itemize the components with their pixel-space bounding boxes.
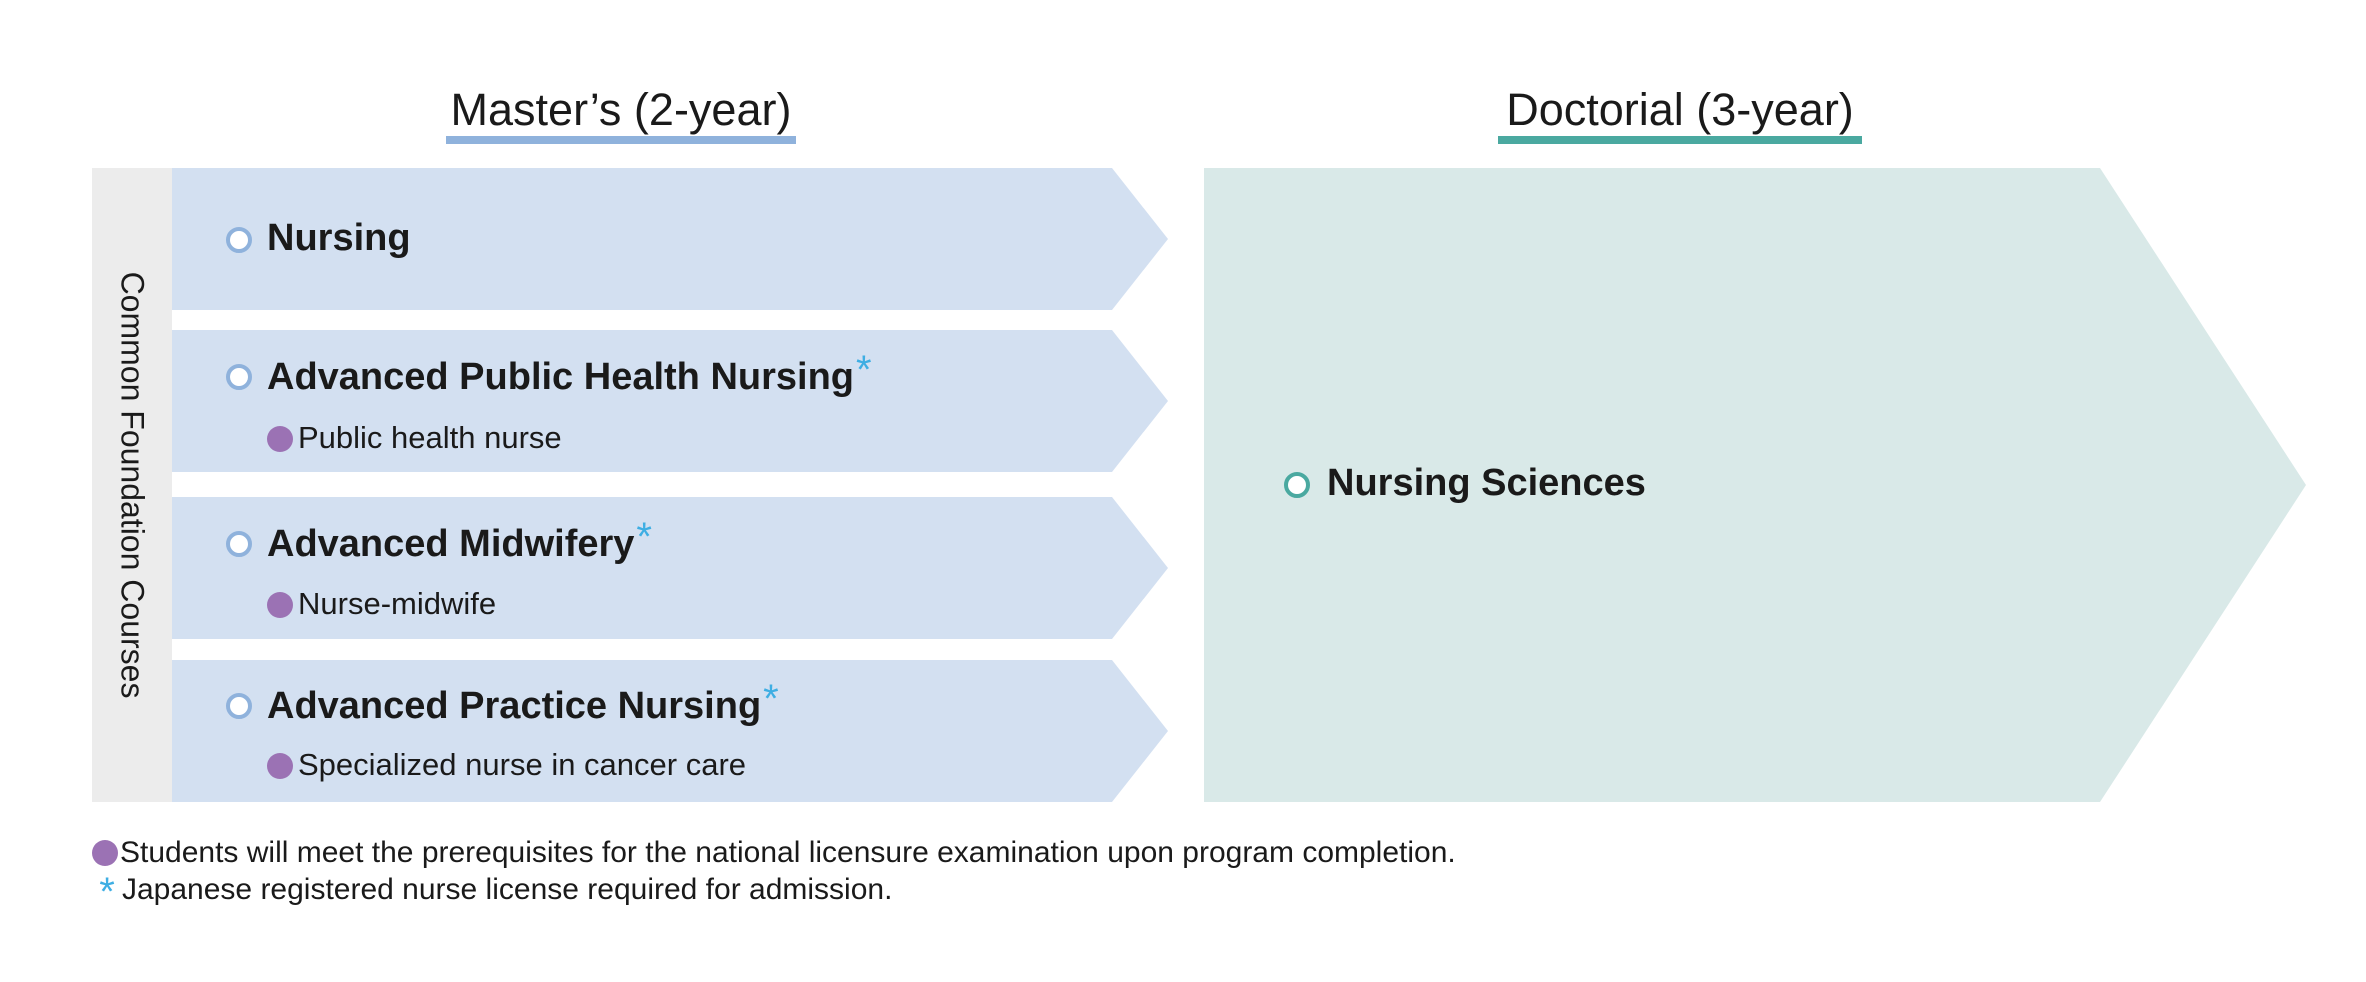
program-title-nursing <box>267 215 411 261</box>
note-admission-text: Japanese registered nurse license required for admission. <box>122 873 893 906</box>
program-marker-icon <box>226 531 252 557</box>
program-title-midwifery <box>267 515 652 567</box>
program-marker-icon <box>226 227 252 253</box>
program-title-text: Advanced Public Health Nursing <box>267 356 854 398</box>
common-foundation-band <box>92 168 172 802</box>
program-title-doctoral: Nursing Sciences <box>1327 462 1646 504</box>
masters-header <box>446 80 796 144</box>
note-admission <box>92 870 893 914</box>
admission-asterisk-icon: * <box>856 348 872 392</box>
doctoral-header-underline <box>1498 136 1862 144</box>
doctoral-header <box>1498 80 1862 144</box>
note-licensure <box>92 834 1456 872</box>
program-title-text: Advanced Midwifery <box>267 523 635 565</box>
masters-header-underline <box>446 136 796 144</box>
note-licensure-text: Students will meet the prerequisites for the national licensure examination upon program completion. <box>120 836 1456 869</box>
qualification-dot-icon <box>267 592 293 618</box>
qualification-dot-icon <box>92 840 118 866</box>
program-marker-icon <box>226 364 252 390</box>
qualification-practice: Specialized nurse in cancer care <box>298 747 747 782</box>
admission-asterisk-icon: * <box>99 870 115 914</box>
qualification-dot-icon <box>267 426 293 452</box>
qualification-midwifery: Nurse-midwife <box>298 586 497 621</box>
qualification-dot-icon <box>267 753 293 779</box>
program-title-text: Advanced Practice Nursing <box>267 685 762 727</box>
doctoral-marker-icon <box>1284 472 1310 498</box>
program-marker-icon <box>226 693 252 719</box>
common-foundation-label: Common Foundation Courses <box>114 271 151 699</box>
program-title-practice <box>267 677 779 729</box>
program-title-public-health <box>267 348 872 400</box>
admission-asterisk-icon: * <box>763 677 779 721</box>
program-title-text: Nursing <box>267 217 411 259</box>
admission-asterisk-icon: * <box>636 515 652 559</box>
qualification-public-health: Public health nurse <box>298 420 562 455</box>
doctoral-header-title: Doctorial (3-year) <box>1506 84 1854 135</box>
masters-header-title: Master’s (2-year) <box>450 84 792 135</box>
